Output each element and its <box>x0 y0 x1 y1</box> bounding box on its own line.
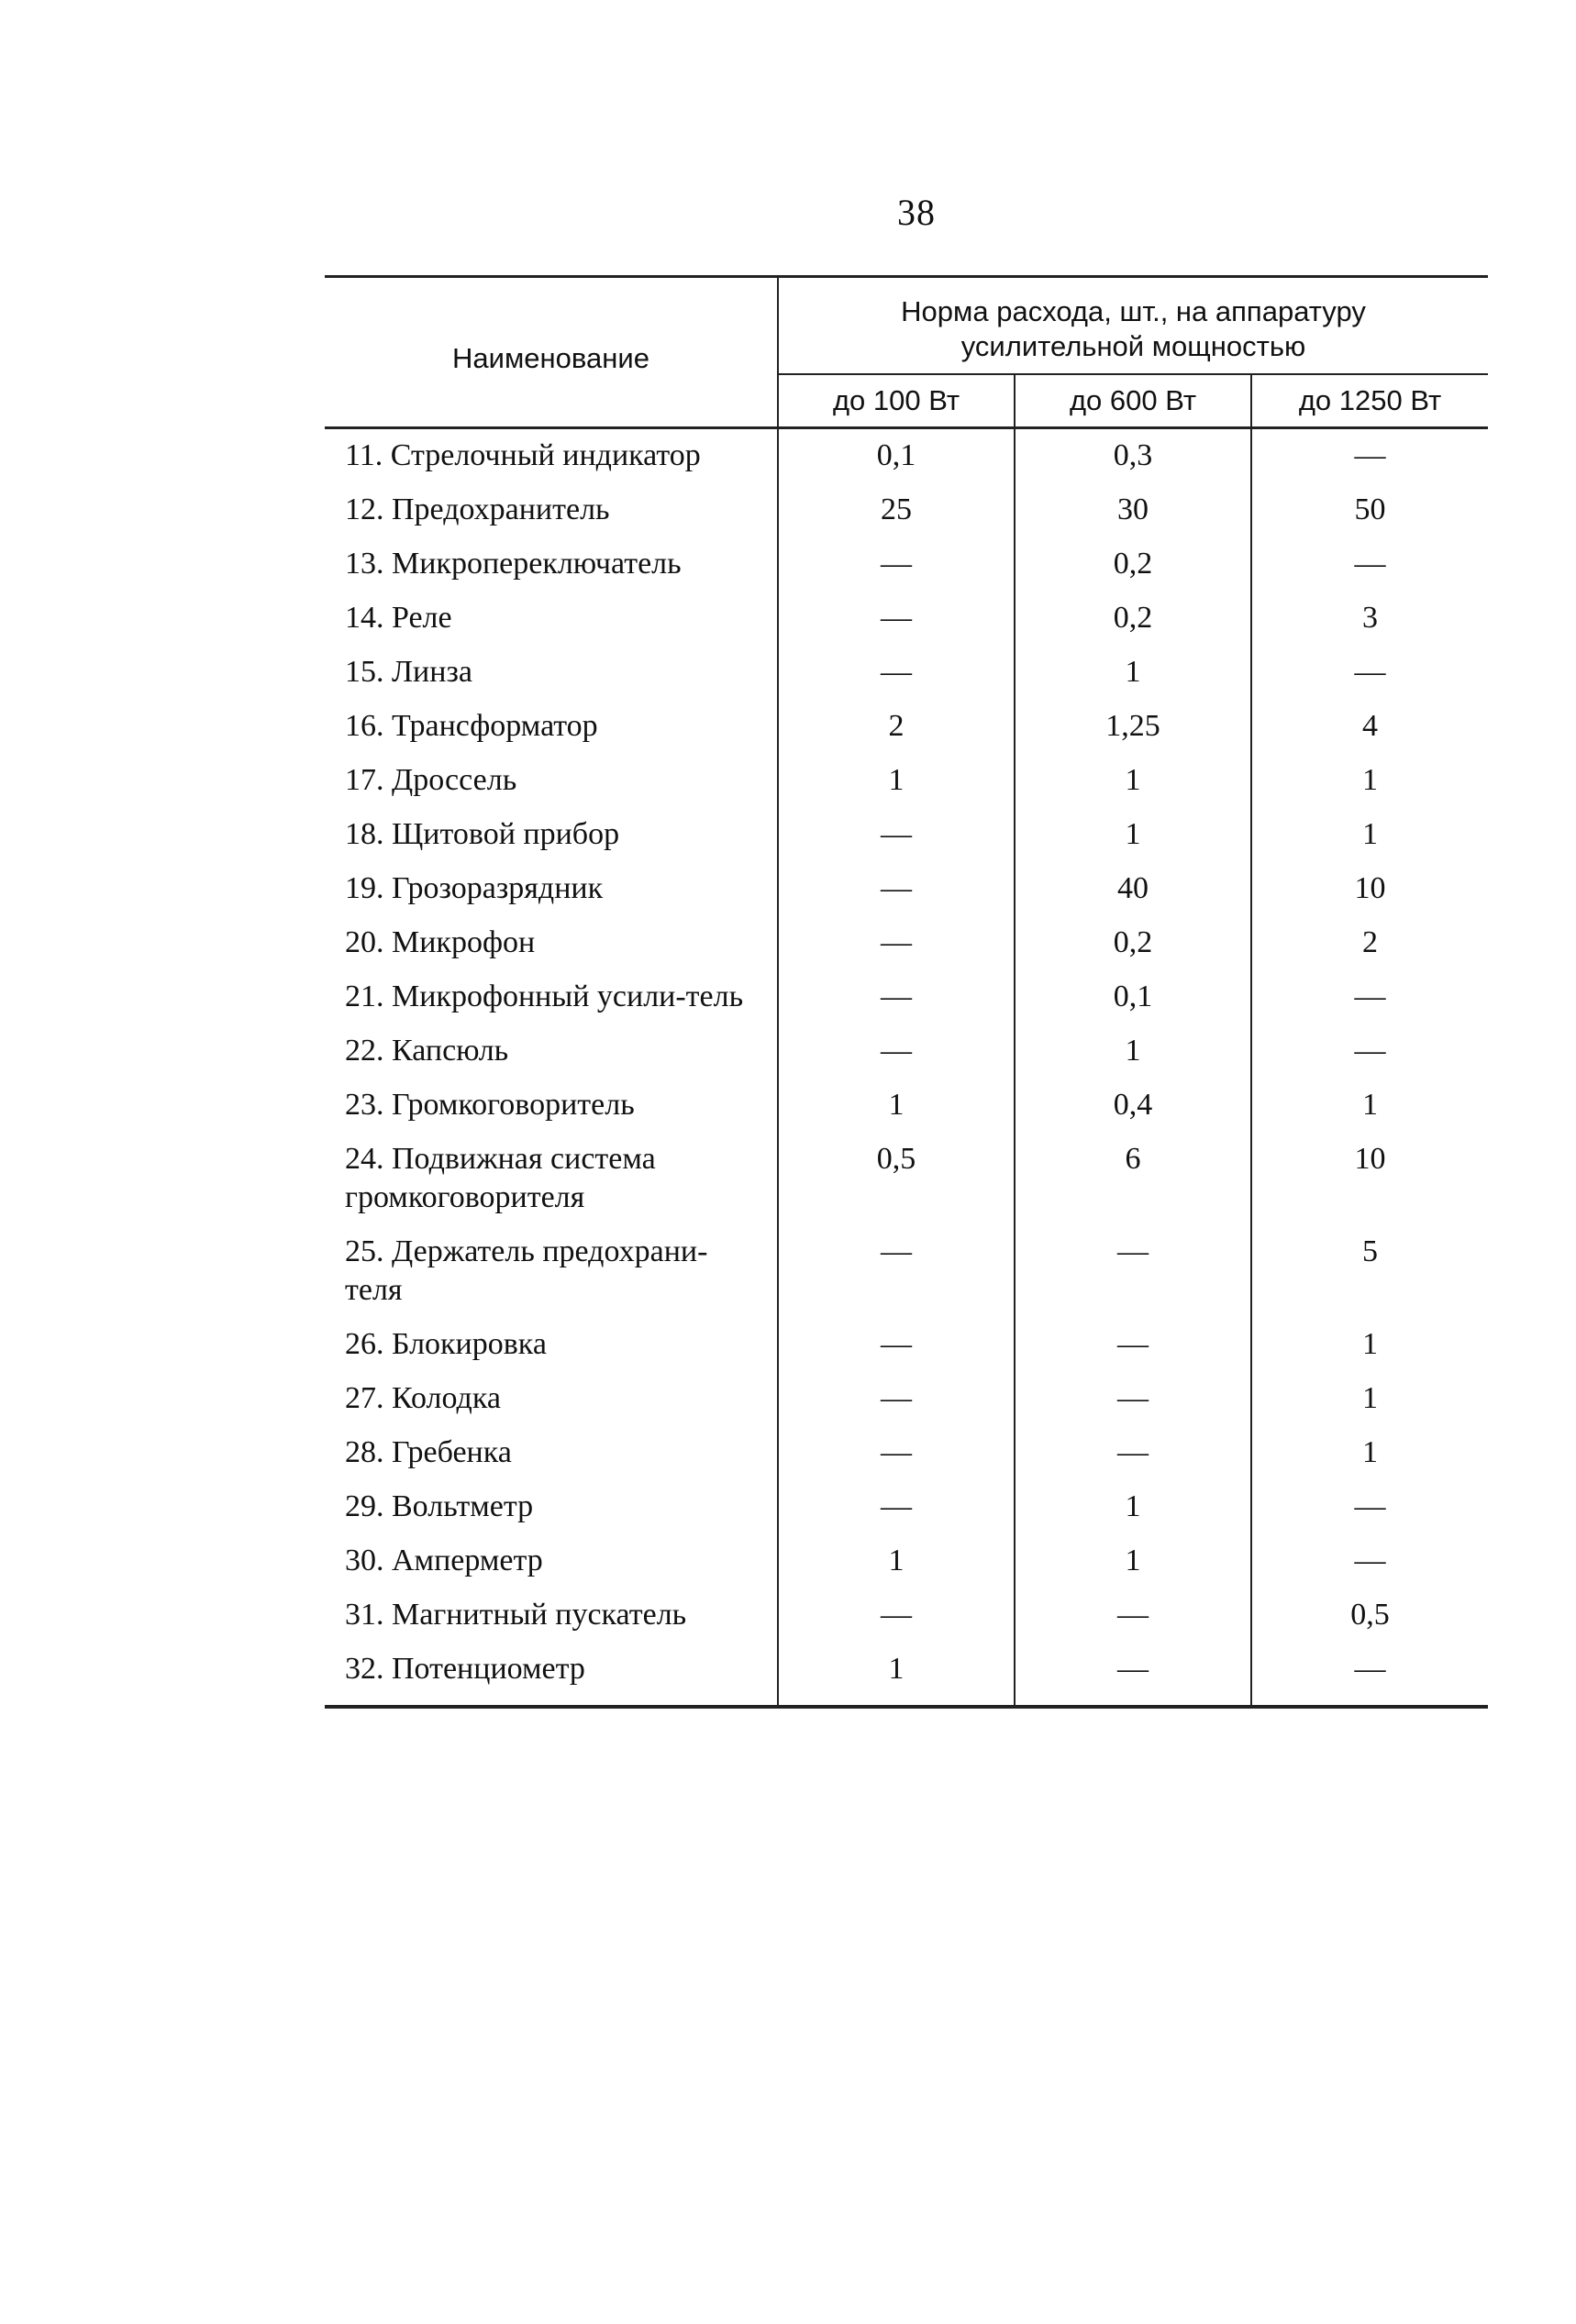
table-row <box>325 483 1488 537</box>
page-number: 38 <box>897 192 936 233</box>
norm-1250w-cell: 5 <box>1362 1234 1378 1268</box>
item-name-cell: 17. Дроссель <box>325 754 778 808</box>
column-header-1250w: до 1250 Вт <box>1251 374 1488 428</box>
item-name-cell: 19. Грозоразрядник <box>325 862 778 916</box>
item-name-cell: 23. Громкоговоритель <box>325 1079 778 1133</box>
table-row <box>325 1079 1488 1133</box>
item-name-cell: 22. Капсюль <box>325 1024 778 1079</box>
item-name-cell: 18. Щитовой прибор <box>325 808 778 862</box>
norm-600w-cell: 30 <box>1015 483 1251 537</box>
norm-600w-cell: 0,1 <box>1015 970 1251 1024</box>
norm-1250w-cell: 3 <box>1362 601 1378 635</box>
norm-100w-cell: 0,1 <box>778 428 1015 484</box>
norm-600w-cell: — <box>1015 1225 1251 1318</box>
item-name-cell: 16. Трансформатор <box>325 700 778 754</box>
norm-1250w-cell: — <box>1354 1034 1386 1068</box>
norm-100w-cell: — <box>778 537 1015 592</box>
norm-100w-cell: 25 <box>778 483 1015 537</box>
norm-600w-cell: 0,2 <box>1015 537 1251 592</box>
norm-100w-cell: — <box>778 1225 1015 1318</box>
table-row <box>325 1588 1488 1643</box>
norm-1250w-cell: 4 <box>1362 709 1378 743</box>
norm-1250w-cell: 1 <box>1362 1327 1378 1361</box>
group-header-line-2: усилительной мощностью <box>960 330 1306 362</box>
norm-1250w-cell: 1 <box>1362 763 1378 797</box>
consumption-norms-table <box>325 275 1488 1709</box>
norm-1250w-cell: 0,5 <box>1350 1598 1390 1632</box>
table-row <box>325 428 1488 484</box>
norm-600w-cell: 1 <box>1015 808 1251 862</box>
item-name-cell: 26. Блокировка <box>325 1318 778 1372</box>
norm-100w-cell: — <box>778 808 1015 862</box>
item-name-cell: 31. Магнитный пускатель <box>325 1588 778 1643</box>
norm-600w-cell: — <box>1015 1318 1251 1372</box>
table-row <box>325 862 1488 916</box>
norm-1250w-cell: — <box>1251 1643 1488 1707</box>
column-header-name: Наименование <box>325 277 778 428</box>
table-row <box>325 754 1488 808</box>
norm-600w-cell: 1 <box>1015 1534 1251 1588</box>
norm-600w-cell: — <box>1015 1643 1251 1707</box>
norm-600w-cell: 1 <box>1015 1024 1251 1079</box>
norm-600w-cell: 1 <box>1015 754 1251 808</box>
table-row <box>325 970 1488 1024</box>
norm-600w-cell: 1 <box>1015 1480 1251 1534</box>
item-name-cell: 21. Микрофонный усили-тель <box>325 970 778 1024</box>
table-row <box>325 1643 1488 1707</box>
norm-1250w-cell: 2 <box>1362 925 1378 959</box>
item-name-cell: 12. Предохранитель <box>325 483 778 537</box>
item-name-cell: 27. Колодка <box>325 1372 778 1426</box>
item-name-cell: 24. Подвижная система громкоговорителя <box>325 1133 778 1225</box>
table-body <box>325 428 1488 1708</box>
norm-1250w-cell: — <box>1354 1489 1386 1523</box>
norm-600w-cell: — <box>1015 1426 1251 1480</box>
norm-600w-cell: 6 <box>1015 1133 1251 1225</box>
norm-100w-cell: — <box>778 916 1015 970</box>
consumption-norms-table-wrapper <box>325 275 1481 1709</box>
table-row <box>325 808 1488 862</box>
norm-1250w-cell: 10 <box>1354 1142 1386 1176</box>
column-header-100w: до 100 Вт <box>778 374 1015 428</box>
norm-100w-cell: — <box>778 862 1015 916</box>
norm-100w-cell: 1 <box>778 1079 1015 1133</box>
norm-1250w-cell: 1 <box>1362 1435 1378 1469</box>
norm-1250w-cell: — <box>1354 979 1386 1013</box>
norm-100w-cell: — <box>778 592 1015 646</box>
norm-1250w-cell: — <box>1354 655 1386 689</box>
table-row <box>325 646 1488 700</box>
item-name-cell: 13. Микропереключатель <box>325 537 778 592</box>
item-name-cell: 25. Держатель предохрани-теля <box>325 1225 778 1318</box>
item-name-cell: 11. Стрелочный индикатор <box>325 428 778 484</box>
norm-600w-cell: — <box>1015 1588 1251 1643</box>
item-name-cell: 14. Реле <box>325 592 778 646</box>
table-row <box>325 1534 1488 1588</box>
header-row-top <box>325 277 1488 375</box>
norm-1250w-cell: 1 <box>1362 1381 1378 1415</box>
item-name-cell: 29. Вольтметр <box>325 1480 778 1534</box>
norm-600w-cell: 1 <box>1015 646 1251 700</box>
table-row <box>325 1426 1488 1480</box>
norm-600w-cell: 0,2 <box>1015 916 1251 970</box>
table-row <box>325 537 1488 592</box>
item-name-cell: 32. Потенциометр <box>325 1643 778 1707</box>
norm-1250w-cell: — <box>1354 1544 1386 1577</box>
group-header-line-1: Норма расхода, шт., на аппаратуру <box>901 295 1366 327</box>
item-name-cell: 20. Микрофон <box>325 916 778 970</box>
table-row <box>325 700 1488 754</box>
norm-600w-cell: 0,3 <box>1015 428 1251 484</box>
norm-100w-cell: — <box>778 646 1015 700</box>
norm-1250w-cell: 10 <box>1354 871 1386 905</box>
table-row <box>325 1225 1488 1318</box>
table-row <box>325 1372 1488 1426</box>
item-name-cell: 30. Амперметр <box>325 1534 778 1588</box>
norm-1250w-cell: 50 <box>1354 492 1386 526</box>
norm-600w-cell: 1,25 <box>1015 700 1251 754</box>
norm-1250w-cell: — <box>1354 438 1386 472</box>
table-row <box>325 1133 1488 1225</box>
norm-100w-cell: 1 <box>778 754 1015 808</box>
table-row <box>325 592 1488 646</box>
column-header-group <box>778 277 1488 375</box>
table-header <box>325 277 1488 428</box>
norm-100w-cell: 1 <box>778 1534 1015 1588</box>
norm-100w-cell: — <box>778 1426 1015 1480</box>
table-row <box>325 1480 1488 1534</box>
norm-1250w-cell: — <box>1354 547 1386 581</box>
norm-600w-cell: 0,2 <box>1015 592 1251 646</box>
table-row <box>325 1024 1488 1079</box>
norm-600w-cell: 0,4 <box>1015 1079 1251 1133</box>
norm-600w-cell: — <box>1015 1372 1251 1426</box>
norm-600w-cell: 40 <box>1015 862 1251 916</box>
norm-100w-cell: 2 <box>778 700 1015 754</box>
norm-100w-cell: 1 <box>778 1643 1015 1707</box>
table-row <box>325 916 1488 970</box>
item-name-cell: 28. Гребенка <box>325 1426 778 1480</box>
item-name-cell: 15. Линза <box>325 646 778 700</box>
norm-100w-cell: — <box>778 1318 1015 1372</box>
norm-100w-cell: — <box>778 1480 1015 1534</box>
norm-100w-cell: — <box>778 1588 1015 1643</box>
column-header-600w: до 600 Вт <box>1015 374 1251 428</box>
norm-100w-cell: 0,5 <box>778 1133 1015 1225</box>
norm-1250w-cell: 1 <box>1362 1088 1378 1122</box>
norm-1250w-cell: 1 <box>1362 817 1378 851</box>
norm-100w-cell: — <box>778 1372 1015 1426</box>
norm-100w-cell: — <box>778 970 1015 1024</box>
table-row <box>325 1318 1488 1372</box>
norm-100w-cell: — <box>778 1024 1015 1079</box>
